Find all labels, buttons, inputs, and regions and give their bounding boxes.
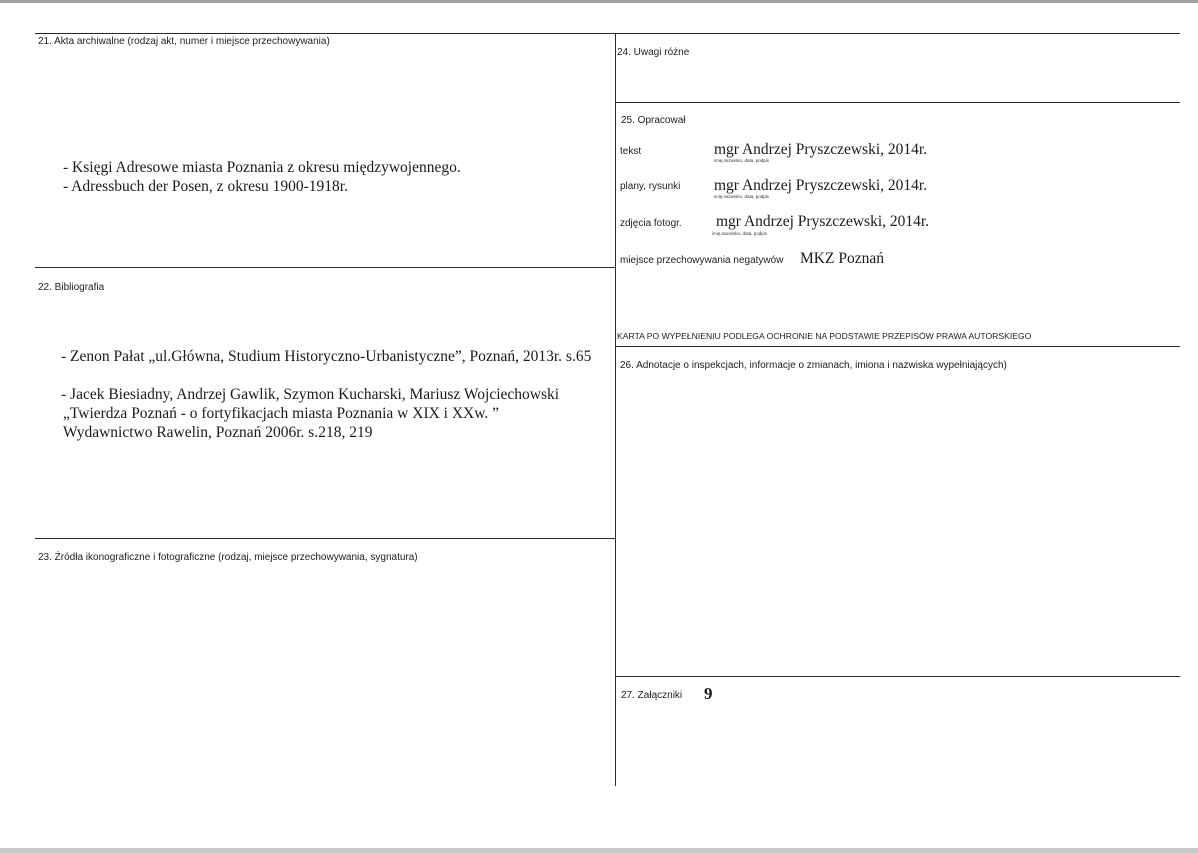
rule-24-25 [615, 102, 1180, 103]
bibliography-entry: - Zenon Pałat „ul.Główna, Studium Historyczno-Urbanistyczne”, Poznań, 2013r. s.65 [61, 348, 592, 365]
author-value: mgr Andrzej Pryszczewski, 2014r. [714, 177, 928, 194]
signature-hint: imię,nazwisko, data, podpis [714, 158, 770, 163]
section-22-title: 22. Bibliografia [38, 282, 105, 293]
column-divider [615, 33, 616, 786]
section-27-title: 27. Załączniki [621, 690, 683, 701]
section-23-title: 23. Źródła ikonograficzne i fotograficzne (rodzaj, miejsce przechowywania, sygnatura) [38, 552, 418, 563]
author-value: mgr Andrzej Pryszczewski, 2014r. [714, 141, 928, 158]
archive-item: - Adressbuch der Posen, z okresu 1900-1918r. [63, 178, 348, 195]
row-label-plans: plany, rysunki [620, 181, 681, 192]
author-value: mgr Andrzej Pryszczewski, 2014r. [716, 213, 930, 230]
rule-25-26 [615, 346, 1180, 347]
bibliography-entry-line: - Jacek Biesiadny, Andrzej Gawlik, Szymon Kucharski, Mariusz Wojciechowski [61, 386, 560, 403]
rule-22-23 [35, 538, 615, 539]
archive-item: - Księgi Adresowe miasta Poznania z okresu międzywojennego. [63, 159, 461, 176]
signature-hint: imię,nazwisko, data, podpis [712, 231, 768, 236]
rule-26-27 [615, 676, 1180, 677]
bibliography-entry-line: Wydawnictwo Rawelin, Poznań 2006r. s.218, 219 [63, 424, 373, 441]
negatives-value: MKZ Poznań [800, 250, 884, 267]
scan-edge-bottom [0, 848, 1198, 853]
bibliography-entry-line: „Twierdza Poznań - o fortyfikacjach miasta Poznania w XIX i XXw. ” [63, 405, 500, 422]
negatives-label: miejsce przechowywania negatywów [620, 255, 784, 266]
row-label-photos: zdjęcia fotogr. [620, 218, 682, 229]
section-26-title: 26. Adnotacje o inspekcjach, informacje o zmianach, imiona i nazwiska wypełniających) [620, 360, 1007, 371]
rule-top [35, 33, 1180, 34]
copyright-notice: KARTA PO WYPEŁNIENIU PODLEGA OCHRONIE NA PODSTAWIE PRZEPISÓW PRAWA AUTORSKIEGO [617, 331, 1032, 341]
section-25-title: 25. Opracował [621, 115, 686, 126]
section-21-title: 21. Akta archiwalne (rodzaj akt, numer i miejsce przechowywania) [38, 36, 330, 47]
row-label-text: tekst [620, 146, 642, 157]
section-24-title: 24. Uwagi różne [617, 47, 690, 58]
attachments-count: 9 [704, 684, 713, 703]
scan-edge-top [0, 0, 1198, 3]
rule-21-22 [35, 267, 615, 268]
signature-hint: imię,nazwisko, data, podpis [714, 194, 770, 199]
